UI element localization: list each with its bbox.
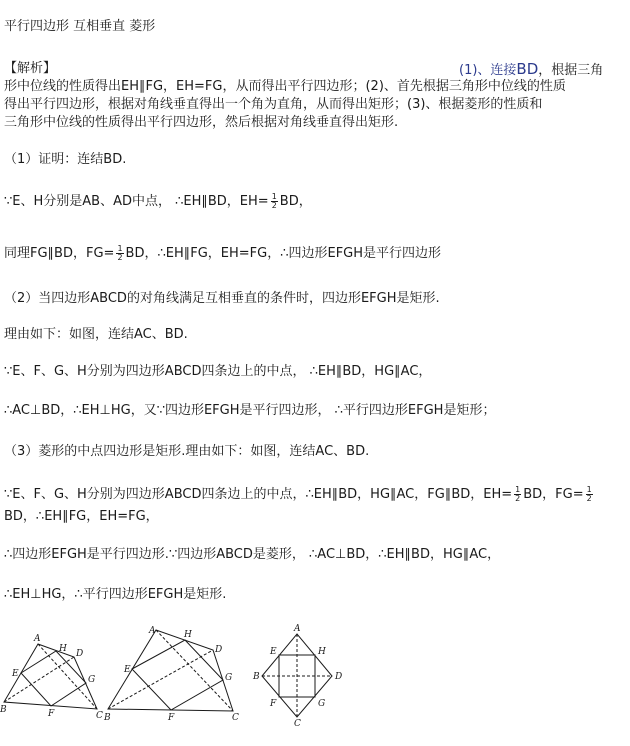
- part1-heading: （1）证明：连结BD.: [4, 152, 127, 167]
- fig3-label-c: C: [294, 719, 301, 729]
- fig2-label-f: F: [168, 713, 175, 723]
- part3-line1-b: BD，FG=: [523, 487, 584, 502]
- analysis-intro-c: ，根据三角: [538, 63, 604, 78]
- part3-line3: ∴四边形EFGH是平行四边形.∵四边形ABCD是菱形， ∴AC⊥BD，∴EH∥BD，HG∥AC，: [4, 547, 501, 562]
- fig1-quadrilateral-efgh: [21, 651, 86, 706]
- fig1-label-a: A: [34, 634, 41, 644]
- part3-heading: （3）菱形的中点四边形是矩形.理由如下：如图，连结AC、BD.: [4, 444, 370, 459]
- analysis-intro: [459, 60, 603, 80]
- part3-line4: ∴EH⊥HG，∴平行四边形EFGH是矩形.: [4, 587, 227, 602]
- fig1-label-c: C: [96, 711, 103, 721]
- fig3-label-e: E: [270, 647, 277, 657]
- fraction-half: [116, 245, 123, 262]
- fraction-den: 2: [586, 494, 592, 503]
- fig2-label-a: A: [149, 626, 156, 636]
- fraction-den: 2: [117, 253, 123, 262]
- fraction-num: 1: [271, 192, 277, 201]
- fig3-label-f: F: [270, 699, 277, 709]
- part3-line1-a: ∵E、F、G、H分别为四边形ABCD四条边上的中点，∴EH∥BD，HG∥AC，FG∥BD，EH=: [4, 487, 513, 502]
- fig2-quadrilateral-efgh: [132, 640, 223, 710]
- part1-line2: [4, 245, 441, 263]
- fraction-num: 1: [586, 485, 592, 494]
- fig2-label-h: H: [184, 630, 192, 640]
- fig3-label-b: B: [253, 672, 260, 682]
- analysis-line2: 形中位线的性质得出EH∥FG，EH=FG，从而得出平行四边形；(2)、首先根据三角形中位线的性质: [4, 79, 566, 94]
- fraction-den: 2: [271, 201, 277, 210]
- fig2-label-g: G: [225, 673, 233, 683]
- fig1-label-d: D: [76, 649, 84, 659]
- part3-line1: [4, 486, 595, 504]
- fig3-label-h: H: [318, 647, 326, 657]
- fig1-label-b: B: [0, 705, 7, 715]
- part1-line1: [4, 193, 312, 211]
- analysis-tag: 【解析】: [4, 61, 57, 76]
- part1-line2-b: BD，∴EH∥FG，EH=FG，∴四边形EFGH是平行四边形: [125, 246, 442, 261]
- fraction-num: 1: [515, 485, 521, 494]
- fraction-den: 2: [515, 494, 521, 503]
- part1-line1-b: BD，: [279, 194, 312, 209]
- fig1-label-e: E: [12, 669, 19, 679]
- fraction-half: [514, 486, 521, 503]
- figures-svg: [0, 622, 360, 746]
- part2-heading: （2）当四边形ABCD的对角线满足互相垂直的条件时，四边形EFGH是矩形.: [4, 291, 440, 306]
- fig2-label-d: D: [215, 645, 223, 655]
- fig2-diagonal-bd: [108, 650, 213, 709]
- analysis-line3: 得出平行四边形，根据对角线垂直得出一个角为直角，从而得出矩形；(3)、根据菱形的性质和: [4, 97, 543, 112]
- part1-line2-a: 同理FG∥BD，FG=: [4, 246, 115, 261]
- fig2-diagonal-ac: [156, 630, 233, 711]
- analysis-intro-a: (1)、连接: [459, 63, 517, 78]
- keywords: 平行四边形 互相垂直 菱形: [4, 19, 156, 34]
- analysis-intro-b: BD: [516, 60, 539, 78]
- fig3-label-g: G: [318, 699, 326, 709]
- part1-line1-a: ∵E、H分别是AB、AD中点， ∴EH∥BD，EH=: [4, 194, 269, 209]
- fraction-half: [586, 486, 593, 503]
- fig3-label-d: D: [335, 672, 343, 682]
- part2-reason: 理由如下：如图，连结AC、BD.: [4, 327, 188, 342]
- part3-line2: BD，∴EH∥FG，EH=FG，: [4, 509, 159, 524]
- part2-line1: ∵E、F、G、H分别为四边形ABCD四条边上的中点， ∴EH∥BD，HG∥AC，: [4, 364, 432, 379]
- fig3-label-a: A: [294, 624, 301, 634]
- fig2-label-b: B: [104, 713, 111, 723]
- fig1-label-f: F: [48, 709, 55, 719]
- fig1-label-g: G: [88, 675, 96, 685]
- fig2-label-e: E: [124, 665, 131, 675]
- fig1-label-h: H: [59, 644, 67, 654]
- analysis-line4: 三角形中位线的性质得出平行四边形，然后根据对角线垂直得出矩形.: [4, 115, 399, 130]
- fraction-num: 1: [117, 244, 123, 253]
- part2-line2: ∴AC⊥BD，∴EH⊥HG，又∵四边形EFGH是平行四边形， ∴平行四边形EFGH是矩形；: [4, 403, 496, 418]
- fraction-half: [271, 193, 278, 210]
- fig2-label-c: C: [232, 713, 239, 723]
- fig1-diagonal-bd: [4, 657, 74, 702]
